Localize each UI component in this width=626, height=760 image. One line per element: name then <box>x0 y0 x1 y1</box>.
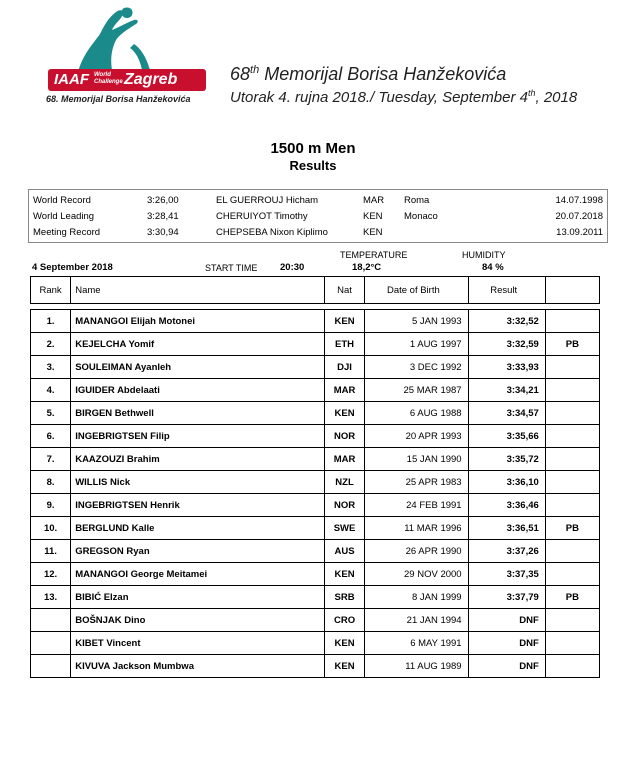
cell-nat: SWE <box>324 517 364 540</box>
cell-dob: 11 MAR 1996 <box>365 517 468 540</box>
cell-name: BERGLUND Kalle <box>71 517 325 540</box>
cell-name: MANANGOI George Meitamei <box>71 563 325 586</box>
cell-nat: KEN <box>324 402 364 425</box>
cell-dob: 6 MAY 1991 <box>365 632 468 655</box>
cell-dob: 15 JAN 1990 <box>365 448 468 471</box>
cell-result: 3:37,35 <box>468 563 545 586</box>
cell-nat: MAR <box>324 448 364 471</box>
cell-dob: 6 AUG 1988 <box>365 402 468 425</box>
cell-note: PB <box>545 333 599 356</box>
table-row <box>31 563 600 586</box>
logo-world-challenge: World Challenge <box>94 72 123 85</box>
table-row <box>31 540 600 563</box>
table-row <box>31 494 600 517</box>
logo-badge <box>48 69 206 91</box>
header-result: Result <box>468 277 545 304</box>
cell-rank: 11. <box>31 540 71 563</box>
cell-nat: KEN <box>324 632 364 655</box>
cell-rank: 3. <box>31 356 71 379</box>
cell-nat: NZL <box>324 471 364 494</box>
cell-name: KIVUVA Jackson Mumbwa <box>71 655 325 678</box>
cell-note <box>545 609 599 632</box>
cell-rank <box>31 632 71 655</box>
cell-rank: 4. <box>31 379 71 402</box>
temperature-label: TEMPERATURE <box>340 250 408 260</box>
record-row: World Leading 3:28,41 CHERUIYOT Timothy KEN Monaco 20.07.2018 <box>33 211 603 222</box>
table-row <box>31 356 600 379</box>
cell-rank <box>31 655 71 678</box>
cell-nat: CRO <box>324 609 364 632</box>
cell-name: IGUIDER Abdelaati <box>71 379 325 402</box>
cell-name: WILLIS Nick <box>71 471 325 494</box>
records-box <box>28 189 608 243</box>
cell-name: BIRGEN Bethwell <box>71 402 325 425</box>
header-nat: Nat <box>324 277 364 304</box>
cell-note <box>545 310 599 333</box>
cell-rank: 1. <box>31 310 71 333</box>
cell-dob: 21 JAN 1994 <box>365 609 468 632</box>
cell-nat: DJI <box>324 356 364 379</box>
cell-dob: 11 AUG 1989 <box>365 655 468 678</box>
event-subtitle: Results <box>289 158 337 173</box>
cell-dob: 8 JAN 1999 <box>365 586 468 609</box>
cell-name: BOŠNJAK Dino <box>71 609 325 632</box>
cell-dob: 29 NOV 2000 <box>365 563 468 586</box>
cell-result: 3:37,79 <box>468 586 545 609</box>
cell-nat: SRB <box>324 586 364 609</box>
cell-nat: NOR <box>324 425 364 448</box>
cell-name: BIBIĆ Elzan <box>71 586 325 609</box>
cell-note <box>545 494 599 517</box>
cell-result: 3:33,93 <box>468 356 545 379</box>
table-row <box>31 448 600 471</box>
cell-result: DNF <box>468 655 545 678</box>
table-row <box>31 402 600 425</box>
cell-result: 3:32,59 <box>468 333 545 356</box>
event-logo <box>38 4 208 104</box>
competition-date: 4 September 2018 <box>32 262 113 273</box>
results-body <box>31 304 600 678</box>
athlete-silhouette-icon <box>38 4 208 74</box>
cell-note <box>545 540 599 563</box>
table-row <box>31 517 600 540</box>
cell-dob: 25 MAR 1987 <box>365 379 468 402</box>
cell-note <box>545 425 599 448</box>
cell-dob: 5 JAN 1993 <box>365 310 468 333</box>
cell-nat: NOR <box>324 494 364 517</box>
header-rank: Rank <box>31 277 71 304</box>
cell-dob: 1 AUG 1997 <box>365 333 468 356</box>
cell-name: INGEBRIGTSEN Henrik <box>71 494 325 517</box>
table-row <box>31 586 600 609</box>
logo-subtitle: 68. Memorijal Borisa Hanžekovića <box>46 94 191 104</box>
table-row <box>31 425 600 448</box>
cell-note <box>545 379 599 402</box>
cell-rank: 13. <box>31 586 71 609</box>
cell-result: DNF <box>468 609 545 632</box>
cell-result: 3:36,51 <box>468 517 545 540</box>
cell-rank <box>31 609 71 632</box>
cell-name: MANANGOI Elijah Motonei <box>71 310 325 333</box>
table-row <box>31 310 600 333</box>
cell-name: SOULEIMAN Ayanleh <box>71 356 325 379</box>
temperature: 18,2°C <box>352 262 382 273</box>
table-row <box>31 632 600 655</box>
cell-rank: 5. <box>31 402 71 425</box>
cell-dob: 24 FEB 1991 <box>365 494 468 517</box>
cell-rank: 6. <box>31 425 71 448</box>
event-title: 1500 m Men <box>270 140 356 157</box>
cell-rank: 9. <box>31 494 71 517</box>
cell-dob: 3 DEC 1992 <box>365 356 468 379</box>
cell-result: 3:37,26 <box>468 540 545 563</box>
cell-result: 3:35,72 <box>468 448 545 471</box>
cell-rank: 2. <box>31 333 71 356</box>
humidity-label: HUMIDITY <box>462 250 506 260</box>
humidity: 84 % <box>482 262 504 273</box>
logo-iaaf: IAAF <box>54 71 89 88</box>
cell-nat: MAR <box>324 379 364 402</box>
cell-nat: AUS <box>324 540 364 563</box>
record-row: Meeting Record 3:30,94 CHEPSEBA Nixon Kiplimo KEN 13.09.2011 <box>33 227 603 238</box>
cell-name: INGEBRIGTSEN Filip <box>71 425 325 448</box>
results-table <box>30 276 600 678</box>
cell-nat: KEN <box>324 310 364 333</box>
cell-result: 3:32,52 <box>468 310 545 333</box>
table-row <box>31 379 600 402</box>
cell-note <box>545 402 599 425</box>
cell-note <box>545 448 599 471</box>
cell-note <box>545 563 599 586</box>
cell-result: 3:35,66 <box>468 425 545 448</box>
cell-name: KIBET Vincent <box>71 632 325 655</box>
header-name: Name <box>71 277 325 304</box>
cell-rank: 8. <box>31 471 71 494</box>
table-row <box>31 655 600 678</box>
cell-nat: ETH <box>324 333 364 356</box>
cell-note: PB <box>545 517 599 540</box>
cell-nat: KEN <box>324 655 364 678</box>
table-row <box>31 471 600 494</box>
cell-result: DNF <box>468 632 545 655</box>
meeting-title: 68th Memorijal Borisa Hanžekovića <box>230 64 507 84</box>
table-row <box>31 609 600 632</box>
cell-rank: 7. <box>31 448 71 471</box>
cell-rank: 12. <box>31 563 71 586</box>
cell-dob: 25 APR 1983 <box>365 471 468 494</box>
cell-note <box>545 632 599 655</box>
header-note <box>545 277 599 304</box>
start-time-label: START TIME <box>205 263 258 273</box>
logo-city: Zagreb <box>124 71 178 88</box>
cell-result: 3:34,21 <box>468 379 545 402</box>
cell-name: KEJELCHA Yomif <box>71 333 325 356</box>
table-row <box>31 333 600 356</box>
start-time: 20:30 <box>280 262 305 273</box>
cell-note <box>545 356 599 379</box>
cell-result: 3:34,57 <box>468 402 545 425</box>
record-row: World Record 3:26,00 EL GUERROUJ Hicham MAR Roma 14.07.1998 <box>33 195 603 206</box>
header-dob: Date of Birth <box>365 277 468 304</box>
cell-dob: 26 APR 1990 <box>365 540 468 563</box>
cell-name: GREGSON Ryan <box>71 540 325 563</box>
cell-result: 3:36,46 <box>468 494 545 517</box>
cell-note <box>545 655 599 678</box>
cell-note: PB <box>545 586 599 609</box>
cell-nat: KEN <box>324 563 364 586</box>
table-header-row <box>31 277 600 304</box>
cell-note <box>545 471 599 494</box>
cell-rank: 10. <box>31 517 71 540</box>
cell-dob: 20 APR 1993 <box>365 425 468 448</box>
meeting-date: Utorak 4. rujna 2018./ Tuesday, September 4th, 2018 <box>230 88 578 106</box>
cell-result: 3:36,10 <box>468 471 545 494</box>
cell-name: KAAZOUZI Brahim <box>71 448 325 471</box>
